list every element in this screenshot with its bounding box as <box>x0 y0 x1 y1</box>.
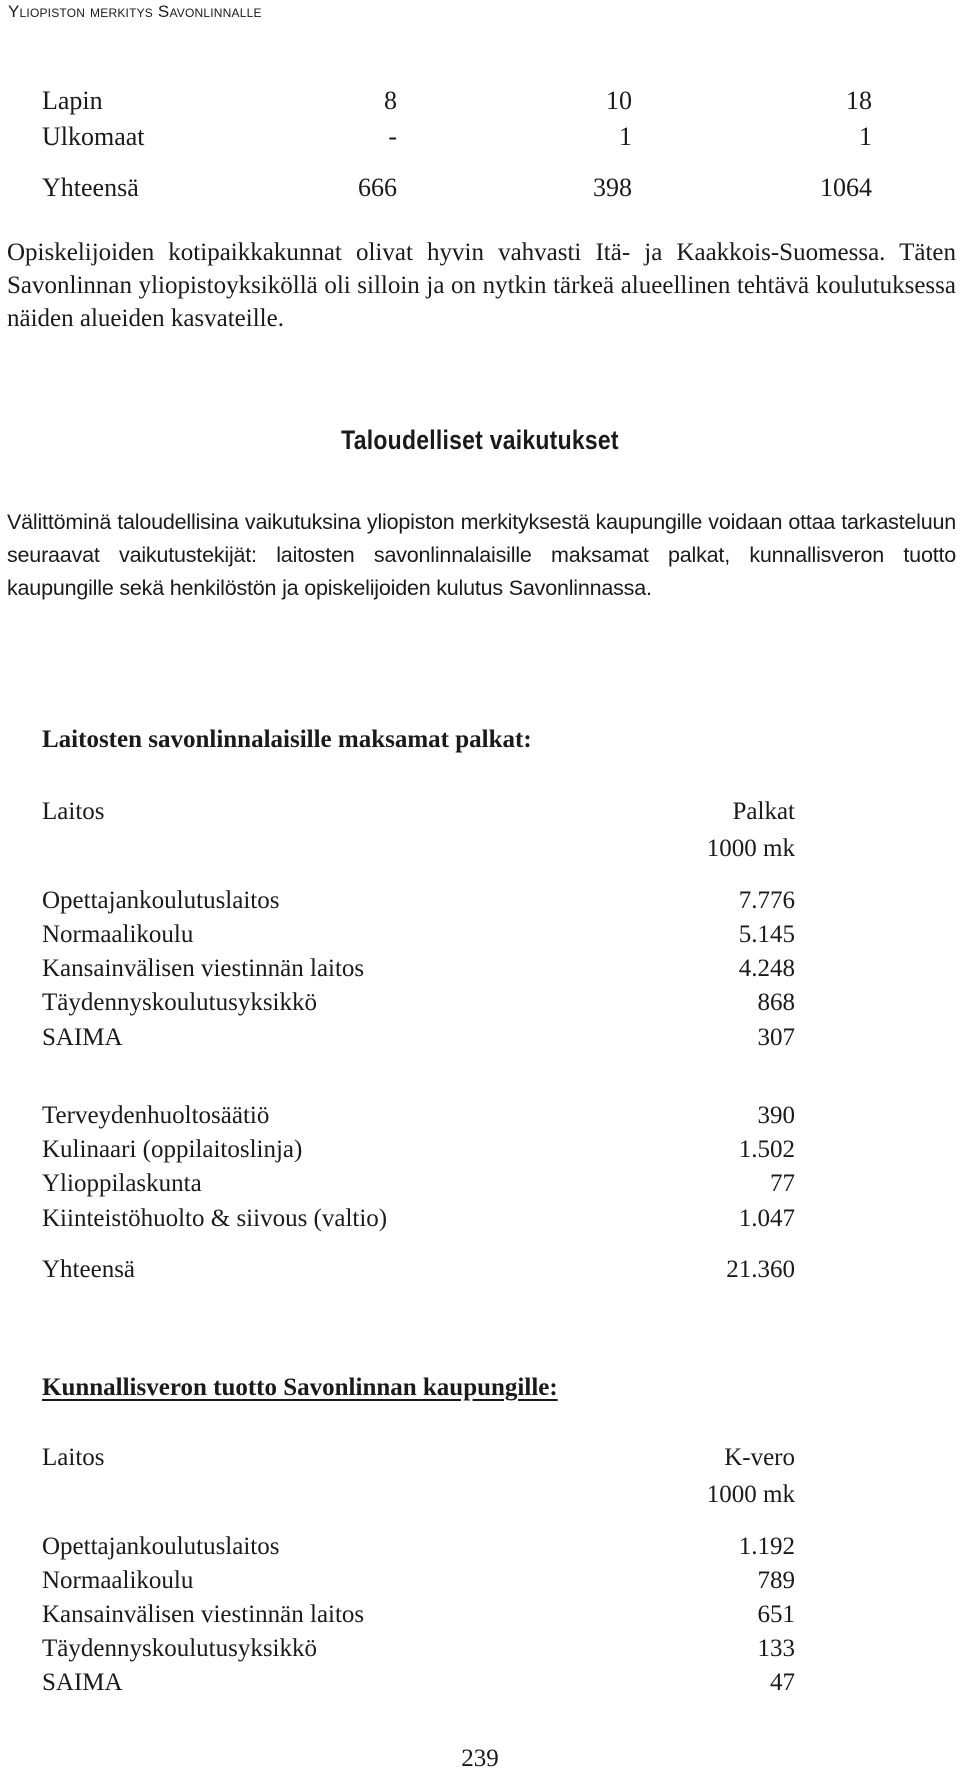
table-row <box>42 1205 795 1237</box>
row-label: Ylioppilaskunta <box>42 1170 202 1197</box>
row-value: 1.047 <box>738 1205 795 1232</box>
row-label: Kansainvälisen viestinnän laitos <box>42 955 365 982</box>
row-value: 1064 <box>820 173 872 202</box>
page-number: 239 <box>461 1745 499 1772</box>
row-value: 47 <box>770 1669 795 1696</box>
section-heading: Taloudelliset vaikutukset <box>341 425 619 455</box>
col-unit: 1000 mk <box>706 835 795 862</box>
row-value: - <box>388 122 397 151</box>
table-row-total <box>42 173 872 205</box>
salaries-total-row <box>42 1256 795 1288</box>
table-row <box>42 1136 795 1168</box>
row-label: SAIMA <box>42 1669 123 1696</box>
row-value: 390 <box>757 1102 795 1129</box>
row-value: 8 <box>384 86 397 115</box>
col-label: Laitos <box>42 1444 105 1471</box>
row-label: Normaalikoulu <box>42 1567 194 1594</box>
col-value: K-vero <box>724 1444 795 1471</box>
row-label: SAIMA <box>42 1024 123 1051</box>
row-value: 18 <box>846 86 872 115</box>
row-label: Täydennyskoulutusyksikkö <box>42 1635 317 1662</box>
salaries-heading: Laitosten savonlinnalaisille maksamat palkat: <box>42 726 532 753</box>
row-label: Kulinaari (oppilaitoslinja) <box>42 1136 303 1163</box>
row-label: Kansainvälisen viestinnän laitos <box>42 1601 365 1628</box>
row-label: Normaalikoulu <box>42 921 194 948</box>
row-label: Opettajankoulutuslaitos <box>42 887 280 914</box>
row-label: Opettajankoulutuslaitos <box>42 1533 280 1560</box>
table-row <box>42 1102 795 1134</box>
row-value: 1 <box>859 122 872 151</box>
table-row <box>42 1601 795 1633</box>
tax-heading: Kunnallisveron tuotto Savonlinnan kaupungille: <box>42 1374 558 1401</box>
row-label: Ulkomaat <box>42 122 145 151</box>
row-label: Lapin <box>42 86 103 115</box>
row-value: 1.192 <box>738 1533 795 1560</box>
table-row <box>42 955 795 987</box>
table-row <box>42 86 872 118</box>
col-value: Palkat <box>732 798 795 825</box>
row-value: 77 <box>770 1170 795 1197</box>
table-row <box>42 1024 795 1056</box>
row-value: 398 <box>593 173 632 202</box>
salaries-header-row <box>42 798 795 830</box>
row-value: 666 <box>358 173 397 202</box>
row-value: 1.502 <box>738 1136 795 1163</box>
row-label: Terveydenhuoltosäätiö <box>42 1102 270 1129</box>
tax-unit-row <box>42 1481 795 1513</box>
row-value: 5.145 <box>738 921 795 948</box>
table-row <box>42 1567 795 1599</box>
total-label: Yhteensä <box>42 1256 136 1283</box>
col-label: Laitos <box>42 798 105 825</box>
salaries-unit-row <box>42 835 795 867</box>
paragraph-residence: Opiskelijoiden kotipaikkakunnat olivat hyvin vahvasti Itä- ja Kaakkois-Suomessa. Täten Savonlinnan yliopistoyksiköllä oli silloin ja on nytkin tärkeä alueellinen tehtävä koulutuksessa näiden alueiden kasvateille. <box>7 239 956 332</box>
table-row <box>42 921 795 953</box>
row-value: 789 <box>757 1567 795 1594</box>
table-row <box>42 1635 795 1667</box>
running-header: Yliopiston merkitys Savonlinnalle <box>8 2 262 21</box>
row-value: 1 <box>619 122 632 151</box>
row-label: Yhteensä <box>42 173 139 202</box>
col-unit: 1000 mk <box>706 1481 795 1508</box>
row-value: 10 <box>606 86 632 115</box>
row-label: Kiinteistöhuolto & siivous (valtio) <box>42 1205 388 1232</box>
table-row <box>42 122 872 154</box>
row-value: 133 <box>757 1635 795 1662</box>
table-row <box>42 1669 795 1701</box>
row-value: 7.776 <box>738 887 795 914</box>
row-value: 4.248 <box>738 955 795 982</box>
table-row <box>42 989 795 1021</box>
total-value: 21.360 <box>726 1256 795 1283</box>
tax-header-row <box>42 1444 795 1476</box>
table-row <box>42 887 795 919</box>
row-value: 651 <box>757 1601 795 1628</box>
row-label: Täydennyskoulutusyksikkö <box>42 989 317 1016</box>
row-value: 307 <box>757 1024 795 1051</box>
table-row <box>42 1533 795 1565</box>
paragraph-economic-effects: Välittöminä taloudellisina vaikutuksina yliopiston merkityksestä kaupungille voidaan ottaa tarkasteluun seuraavat vaikutustekijät: laitosten savonlinnalaisille maksamat palkat, kunnallisveron tuotto kaupungille sekä henkilöstön ja opiskelijoiden kulutus Savonlinnassa. <box>7 510 956 600</box>
table-row <box>42 1170 795 1202</box>
row-value: 868 <box>757 989 795 1016</box>
